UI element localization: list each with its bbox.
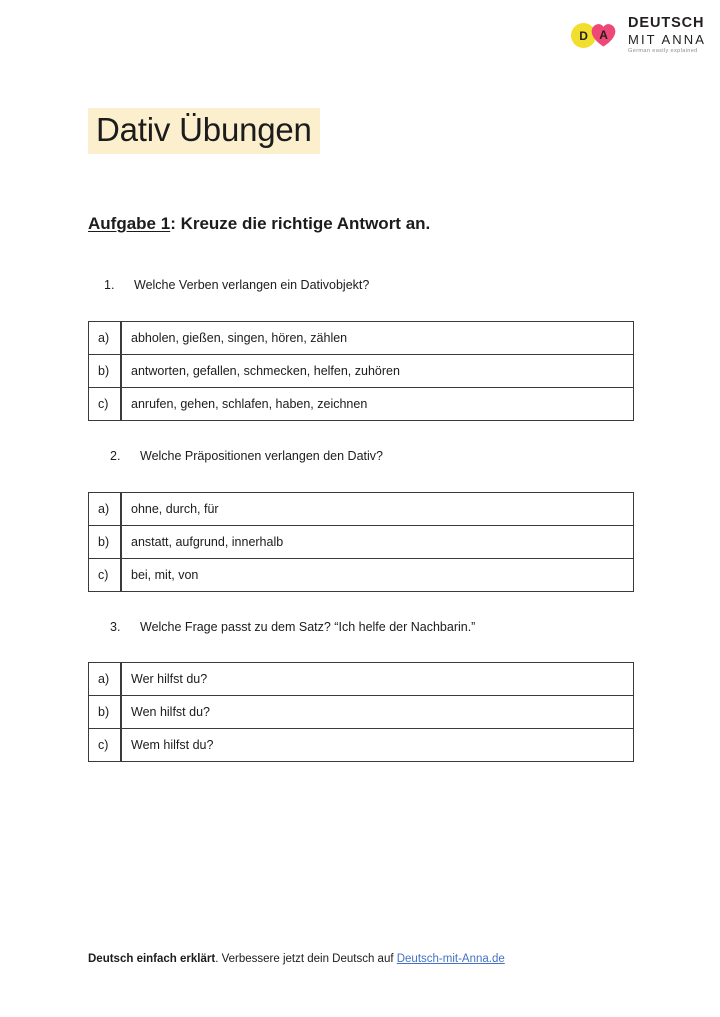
answer-letter-2b: b)	[89, 526, 122, 558]
answer-text-1a: abholen, gießen, singen, hören, zählen	[131, 331, 348, 345]
answer-text-3b: Wen hilfst du?	[131, 705, 210, 719]
question-3-number: 3.	[110, 620, 121, 634]
answers-table-3	[88, 662, 634, 762]
answer-letter-2a: a)	[89, 493, 122, 525]
answers-table-1	[88, 321, 634, 421]
logo-wordmark	[628, 16, 706, 54]
question-3-text: Welche Frage passt zu dem Satz? “Ich helfe der Nachbarin.”	[140, 620, 476, 634]
answer-text-1b: antworten, gefallen, schmecken, helfen, zuhören	[131, 364, 400, 378]
logo-tagline: German easily explained	[628, 47, 698, 54]
answer-letter-2c: c)	[89, 559, 122, 591]
answer-letter-1a: a)	[89, 322, 122, 354]
answer-option-1c[interactable]	[89, 388, 633, 420]
task-label: Aufgabe 1	[88, 214, 171, 233]
answer-option-1a[interactable]	[89, 322, 633, 355]
answer-option-2a[interactable]	[89, 493, 633, 526]
answer-text-2c: bei, mit, von	[131, 568, 199, 582]
answer-text-3a: Wer hilfst du?	[131, 672, 208, 686]
answer-text-3c: Wem hilfst du?	[131, 738, 214, 752]
answers-table-2	[88, 492, 634, 592]
answer-letter-1c: c)	[89, 388, 122, 420]
answer-letter-3c: c)	[89, 729, 122, 761]
question-2-number: 2.	[110, 449, 121, 463]
answer-option-2b[interactable]	[89, 526, 633, 559]
answer-letter-3b: b)	[89, 696, 122, 728]
footer	[88, 953, 505, 965]
question-1	[104, 278, 369, 292]
answer-text-2a: ohne, durch, für	[131, 502, 219, 516]
logo-line-deutsch: DEUTSCH	[628, 15, 705, 31]
task-instruction: : Kreuze die richtige Antwort an.	[170, 214, 431, 233]
logo-heart-a	[590, 22, 617, 49]
footer-middle-text: . Verbessere jetzt dein Deutsch auf	[215, 953, 397, 965]
question-1-text: Welche Verben verlangen ein Dativobjekt?	[134, 278, 370, 292]
question-2	[110, 449, 383, 463]
answer-text-2b: anstatt, aufgrund, innerhalb	[131, 535, 284, 549]
answer-option-2c[interactable]	[89, 559, 633, 591]
answer-option-3b[interactable]	[89, 696, 633, 729]
answer-letter-3a: a)	[89, 663, 122, 695]
answer-letter-1b: b)	[89, 355, 122, 387]
answer-option-1b[interactable]	[89, 355, 633, 388]
logo-heart-letter: A	[599, 27, 608, 42]
footer-website-link[interactable]: Deutsch-mit-Anna.de	[396, 953, 505, 965]
question-2-text: Welche Präpositionen verlangen den Dativ?	[140, 449, 383, 463]
logo-mark	[571, 20, 621, 50]
answer-option-3a[interactable]	[89, 663, 633, 696]
logo-line-mit-anna: MIT ANNA	[628, 31, 706, 47]
logo-circle-d: D	[571, 23, 596, 48]
question-3	[110, 620, 475, 634]
question-1-number: 1.	[104, 278, 115, 292]
task-heading	[88, 214, 430, 234]
page-title: Dativ Übungen	[88, 108, 320, 154]
brand-logo	[571, 16, 706, 54]
answer-text-1c: anrufen, gehen, schlafen, haben, zeichnen	[131, 397, 368, 411]
answer-option-3c[interactable]	[89, 729, 633, 761]
footer-bold-text: Deutsch einfach erklärt	[88, 953, 216, 965]
